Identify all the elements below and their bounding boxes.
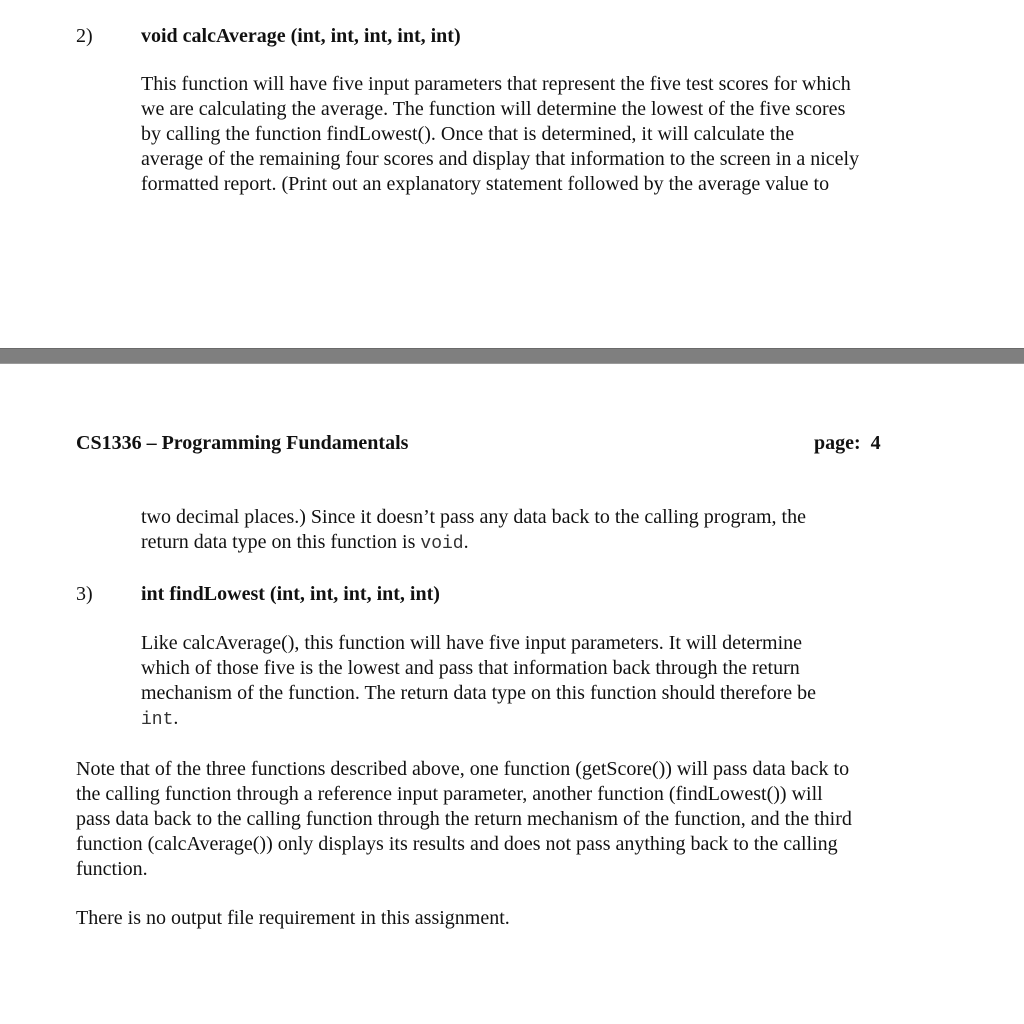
calcaverage-description-continued (141, 505, 806, 557)
page-separator (0, 348, 1024, 364)
code-void: void (420, 534, 464, 554)
function-signature-findlowest: int findLowest (int, int, int, int, int) (141, 583, 440, 605)
paragraph-line: mechanism of the function. The return data type on this function should therefore be (141, 682, 816, 704)
course-title: CS1336 – Programming Fundamentals (76, 432, 409, 454)
paragraph-line: the calling function through a reference input parameter, another function (findLowest()) will (76, 783, 823, 805)
function-signature-calcaverage: void calcAverage (int, int, int, int, int) (141, 25, 461, 47)
item-number: 2) (76, 25, 93, 47)
paragraph-line: Like calcAverage(), this function will have five input parameters. It will determine (141, 632, 803, 654)
paragraph-line: formatted report. (Print out an explanatory statement followed by the average value to (141, 173, 830, 195)
page-number: 4 (870, 432, 881, 454)
paragraph-line: average of the remaining four scores and display that information to the screen in a nicely (141, 148, 860, 170)
output-file-note (76, 906, 510, 931)
paragraph-line: This function will have five input parameters that represent the five test scores for which (141, 73, 851, 95)
item-number: 3) (76, 583, 93, 605)
paragraph-line: pass data back to the calling function through the return mechanism of the function, and the third (76, 808, 852, 830)
paragraph-line: function (calcAverage()) only displays its results and does not pass anything back to the calling (76, 833, 838, 855)
line-punctuation: . (173, 707, 179, 729)
line-text: return data type on this function is (141, 531, 421, 553)
paragraph-line (141, 530, 806, 557)
paragraph-line: which of those five is the lowest and pass that information back through the return (141, 657, 800, 679)
code-int: int (141, 710, 174, 730)
paragraph-line: two decimal places.) Since it doesn’t pass any data back to the calling program, the (141, 506, 806, 528)
paragraph-line: we are calculating the average. The function will determine the lowest of the five scores (141, 98, 846, 120)
paragraph-line: function. (76, 858, 148, 880)
paragraph-line: Note that of the three functions described above, one function (getScore()) will pass data back to (76, 758, 850, 780)
paragraph-line: There is no output file requirement in this assignment. (76, 907, 510, 929)
functions-note (76, 757, 852, 882)
line-punctuation: . (463, 531, 469, 553)
page-indicator (814, 431, 881, 455)
findlowest-description (141, 631, 816, 733)
page-label: page: (814, 432, 861, 454)
calcaverage-description (141, 72, 859, 197)
paragraph-line: by calling the function findLowest(). Once that is determined, it will calculate the (141, 123, 795, 145)
paragraph-line (141, 706, 816, 733)
